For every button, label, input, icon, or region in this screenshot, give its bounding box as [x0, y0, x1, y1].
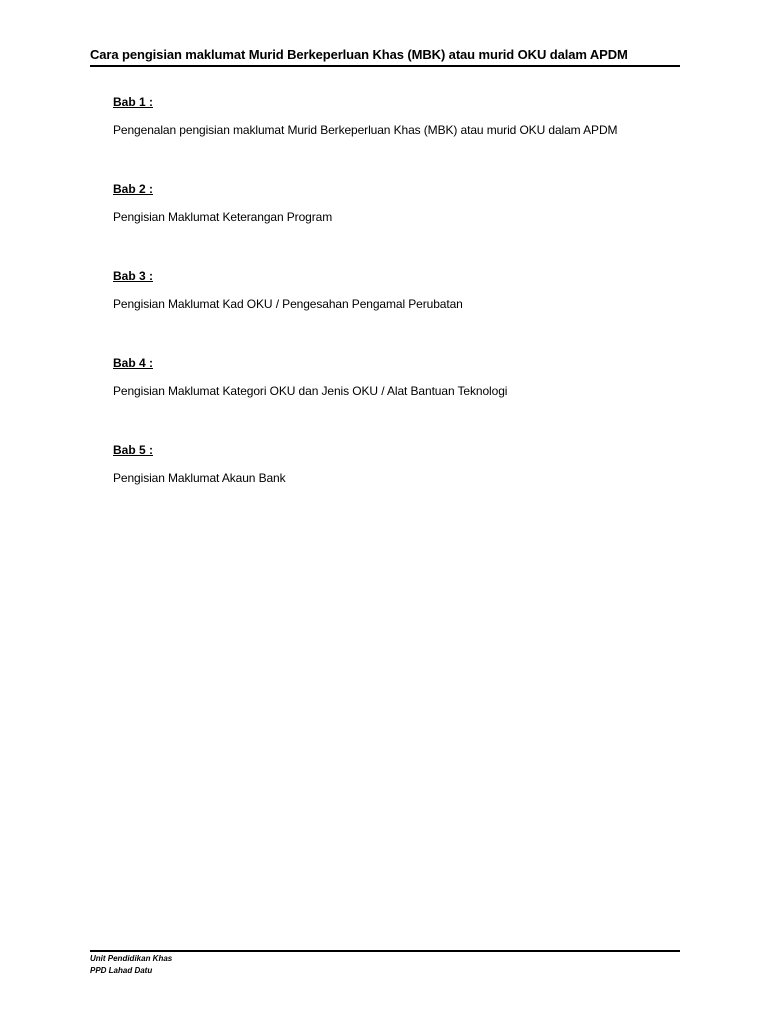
chapter-description: Pengisian Maklumat Kategori OKU dan Jenis OKU / Alat Bantuan Teknologi: [113, 384, 508, 398]
chapter-item: [113, 356, 673, 443]
chapter-description: Pengisian Maklumat Keterangan Program: [113, 210, 333, 224]
page-title: Cara pengisian maklumat Murid Berkeperluan Khas (MBK) atau murid OKU dalam APDM: [90, 47, 628, 62]
chapter-description: Pengenalan pengisian maklumat Murid Berkeperluan Khas (MBK) atau murid OKU dalam APDM: [113, 123, 618, 137]
chapter-item: [113, 182, 673, 269]
footer-office: PPD Lahad Datu: [90, 966, 153, 975]
chapter-list: [113, 95, 673, 530]
chapter-item: [113, 95, 673, 182]
chapter-description: Pengisian Maklumat Akaun Bank: [113, 471, 286, 485]
chapter-description: Pengisian Maklumat Kad OKU / Pengesahan Pengamal Perubatan: [113, 297, 463, 311]
chapter-item: [113, 443, 673, 530]
chapter-label: Bab 3 :: [113, 269, 154, 283]
chapter-label: Bab 4 :: [113, 356, 154, 370]
header-divider: [90, 65, 680, 67]
chapter-label: Bab 5 :: [113, 443, 154, 457]
chapter-label: Bab 1 :: [113, 95, 154, 109]
footer-unit: Unit Pendidikan Khas: [90, 954, 173, 963]
page-header: [90, 47, 680, 67]
page-footer: [90, 953, 172, 977]
footer-divider: [90, 950, 680, 952]
chapter-label: Bab 2 :: [113, 182, 154, 196]
chapter-item: [113, 269, 673, 356]
